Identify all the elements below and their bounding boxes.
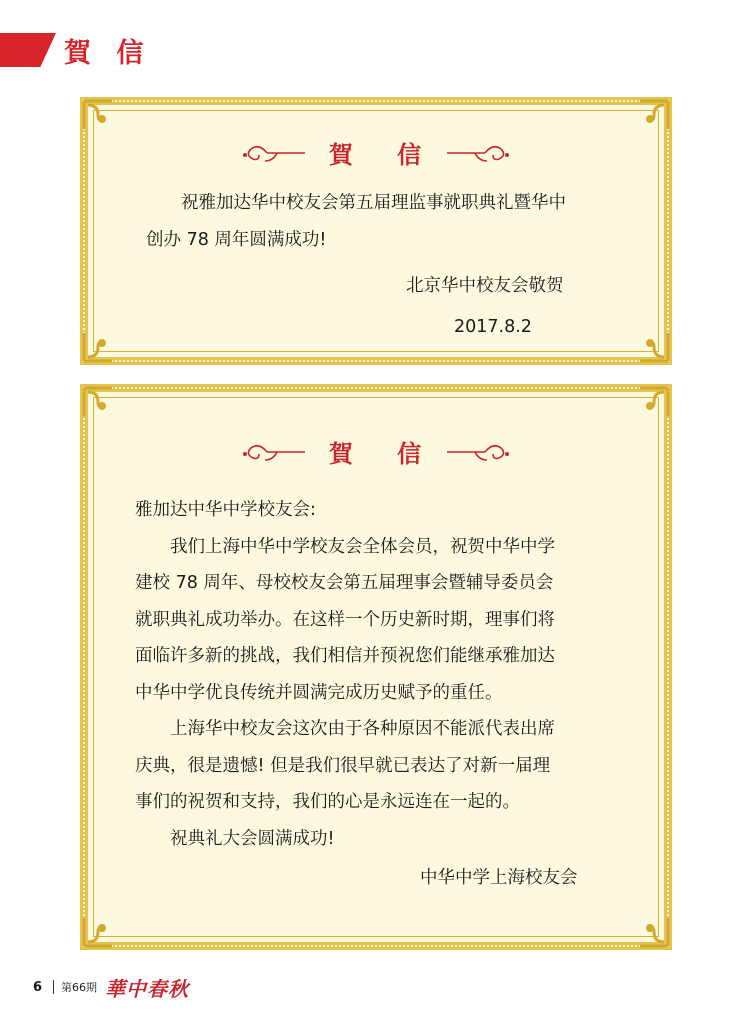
page-number: 6 xyxy=(33,979,43,995)
ornament-corner-icon xyxy=(82,99,116,133)
letter-body xyxy=(135,492,555,857)
magazine-logo: 華中春秋 xyxy=(105,976,190,1001)
signature: 中华中学上海校友会 xyxy=(420,868,578,888)
ornament-corner-icon xyxy=(636,914,670,948)
body-line: 建校 78 周年、母校校友会第五届理事会暨辅导委员会 xyxy=(135,573,554,593)
letter-title: 賀 信 xyxy=(328,140,440,169)
flourish-left-icon xyxy=(237,139,307,167)
body-line: 庆典，很是遗憾! 但是我们很早就已表达了对新一届理 xyxy=(135,755,551,776)
ornament-corner-icon xyxy=(636,386,670,420)
body-line: 祝典礼大会圆满成功! xyxy=(170,828,335,849)
body-line: 祝雅加达华中校友会第五届理监事就职典礼暨华中 xyxy=(181,193,566,213)
page-footer xyxy=(33,976,190,1001)
signature: 北京华中校友会敬贺 xyxy=(406,276,564,296)
greeting-letter-1 xyxy=(80,97,672,365)
body-line: 中华中学优良传统并圆满完成历史赋予的重任。 xyxy=(135,682,503,703)
salutation: 雅加达中华中学校友会: xyxy=(135,500,316,520)
section-header-bar xyxy=(0,33,56,67)
body-line: 就职典礼成功举办。在这样一个历史新时期，理事们将 xyxy=(135,609,555,630)
body-line: 事们的祝贺和支持，我们的心是永远连在一起的。 xyxy=(135,792,520,812)
flourish-left-icon xyxy=(237,438,307,466)
body-line: 上海华中校友会这次由于各种原因不能派代表出席 xyxy=(170,719,555,739)
letter-title-row xyxy=(80,434,672,469)
body-line: 面临许多新的挑战，我们相信并预祝您们能继承雅加达 xyxy=(135,646,555,666)
section-title: 賀 信 xyxy=(64,38,152,69)
body-line: 创办 78 周年圆满成功! xyxy=(146,229,327,250)
letter-body xyxy=(146,185,566,258)
footer-divider xyxy=(53,980,54,994)
flourish-right-icon xyxy=(445,438,515,466)
letter-title: 賀 信 xyxy=(328,439,440,468)
issue-number: 第66期 xyxy=(61,981,98,994)
greeting-letter-2 xyxy=(80,384,672,950)
ornament-corner-icon xyxy=(82,914,116,948)
ornament-corner-icon xyxy=(82,386,116,420)
body-line: 我们上海中华中学校友会全体会员，祝贺中华中学 xyxy=(170,536,555,557)
flourish-right-icon xyxy=(445,139,515,167)
letter-title-row xyxy=(80,135,672,170)
ornament-corner-icon xyxy=(636,329,670,363)
ornament-corner-icon xyxy=(82,329,116,363)
ornament-corner-icon xyxy=(636,99,670,133)
date: 2017.8.2 xyxy=(454,317,532,337)
